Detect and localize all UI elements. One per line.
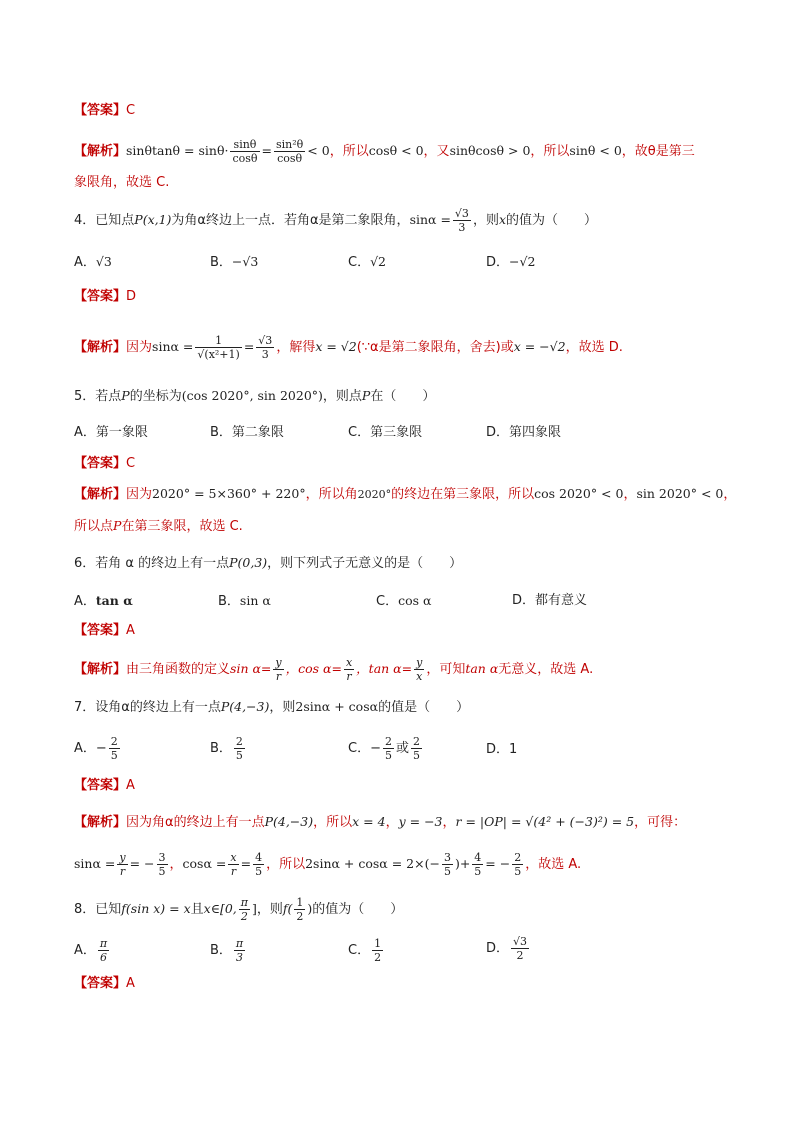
fraction [195,334,241,361]
denominator: r [230,865,237,878]
text: ，所以 [266,857,306,872]
text: 8．已知 [74,902,122,917]
option-label: A． [74,255,96,270]
math: (cos 2020°, sin 2020°) [181,388,323,403]
math: 2sinα + cosα [295,699,379,714]
answer-value: A [126,976,135,991]
denominator: 5 [158,865,166,878]
option-label: A．− [74,741,107,756]
text: 的值为（ ） [312,902,404,917]
denominator: r [275,670,282,683]
numerator: x [345,656,353,669]
fraction [383,735,394,762]
text: ，故θ是第三 [621,144,695,159]
option-label: C． [348,943,371,958]
denominator: √(x²+1) [197,348,240,361]
option-label: B． [210,255,232,270]
math: x = 4 [352,814,386,829]
q4-stem [74,207,597,234]
q5-option-a[interactable]: A．第一象限 [74,425,148,440]
q6-option-c[interactable] [376,590,431,613]
option-label: D． [486,255,510,270]
math: sinα = [74,856,116,871]
math: sin α= [230,661,272,676]
text: 无意义，故选 A. [498,662,594,677]
fraction [294,896,305,923]
q4-option-c[interactable] [348,251,386,274]
text: 在第三象限，故选 C. [121,519,243,534]
math: P(4,−3) [264,814,314,829]
q3-analysis-line2: 象限角，故选 C. [74,175,170,190]
numerator: 2 [110,735,118,748]
math: sinθtanθ = sinθ· [126,143,229,158]
numerator: 2 [413,735,420,748]
analysis-tag: 【解析】 [74,340,127,355]
numerator: 2 [384,735,392,748]
q8-stem [74,896,403,923]
q4-analysis [74,334,623,361]
text: ， [385,815,399,830]
denominator: r [346,670,352,683]
text: 为角α终边上一点．若角α是第二象限角， [171,213,410,228]
option-label: C．− [348,741,381,756]
math: P [113,518,122,533]
q8-option-b[interactable] [210,937,247,964]
q8-answer [74,974,135,994]
denominator: 5 [413,749,420,762]
answer-tag: 【答案】 [74,103,127,118]
answer-value: A [126,623,135,638]
option-value: −√3 [231,254,259,269]
math: f(sin x) = x [121,901,191,916]
fraction [344,656,354,683]
option-label: C． [348,255,371,270]
denominator: 5 [255,865,263,878]
math: )+ [454,856,471,871]
text: ，可得： [634,815,687,830]
q5-option-c[interactable]: C．第三象限 [348,425,423,440]
text: 7．设角α的终边上有一点 [74,700,221,715]
math: r = |OP| = √(4² + (−3)²) = 5 [455,814,635,829]
q4-option-d[interactable] [486,251,535,274]
answer-tag: 【答案】 [74,456,127,471]
math: = − [485,856,511,871]
denominator: 5 [384,749,392,762]
numerator: √3 [513,935,528,948]
math: tan α [465,661,499,676]
q6-answer [74,621,135,641]
text: 5．若点 [74,389,122,404]
denominator: 3 [458,221,466,234]
q8-option-a[interactable] [74,937,111,964]
math: P [121,388,130,403]
analysis-tag: 【解析】 [74,144,127,159]
option-value: √2 [370,254,386,269]
fraction [274,138,305,165]
text: 且 [190,902,204,917]
numerator: √3 [258,334,273,347]
text: ，解得 [276,340,316,355]
math: cosθ < 0 [368,143,424,158]
text: ，则 [256,902,283,917]
numerator: 3 [443,851,451,864]
text: 的终边在第三象限，所以 [391,487,535,502]
math: 2sinα + cosα = 2×(− [305,856,440,871]
math: sin 2020° < 0 [636,486,724,501]
numerator: y [119,851,126,864]
q5-option-d[interactable]: D．第四象限 [486,425,562,440]
math: P(4,−3) [220,699,270,714]
fraction [512,851,523,878]
denominator: cosθ [277,152,303,165]
denominator: 5 [235,749,243,762]
text: 因为 [126,487,153,502]
text: 因为 [126,340,153,355]
text: ，所以 [313,815,353,830]
q7-option-d[interactable]: D．1 [486,742,518,757]
denominator: r [119,865,126,878]
text: ，所以 [329,144,369,159]
q6-stem [74,553,462,574]
answer-value: C [126,456,136,471]
q6-option-d[interactable]: D．都有意义 [512,593,588,608]
text: ，故选 D. [565,340,623,355]
numerator: x [230,851,237,864]
text: ，故选 A. [525,857,582,872]
fraction [256,334,274,361]
text: ， [623,487,637,502]
math: = [261,143,272,158]
text: ，又 [423,144,450,159]
fraction [253,851,264,878]
option-label: B． [210,943,232,958]
denominator: 5 [474,865,482,878]
math: f( [282,901,293,916]
denominator: 2 [374,951,382,964]
math: cosα = [182,856,227,871]
math: x [498,212,507,227]
math: ] [251,901,257,916]
numerator: 4 [474,851,482,864]
fraction [511,935,529,962]
math: ，cos α= [285,661,342,676]
denominator: 2 [516,949,524,962]
denominator: cosθ [232,152,258,165]
fraction [453,207,471,234]
option-label: A． [74,594,96,609]
q8-option-d[interactable] [486,935,531,962]
q5-option-b[interactable]: B．第二象限 [210,425,284,440]
denominator: 3 [261,348,269,361]
numerator: sinθ [230,138,259,152]
text: (∵α是第二象限角，舍去)或 [356,340,514,355]
q7-option-c[interactable] [348,735,424,762]
text: 的坐标为 [129,389,182,404]
text: 由三角函数的定义 [126,662,231,677]
math: sinα = [409,212,451,227]
fraction [234,735,245,762]
fraction [157,851,168,878]
text: ，所以 [530,144,570,159]
math: ) [307,901,313,916]
fraction [117,851,127,878]
numerator: π [235,937,244,950]
denominator: 5 [514,865,522,878]
answer-tag: 【答案】 [74,778,127,793]
math: 2020° = 5×360° + 220° [152,486,306,501]
math: < 0 [307,143,330,158]
option-label: B． [218,594,240,609]
q3-answer [74,101,135,121]
math: P(0,3) [229,555,268,570]
numerator: 1 [195,334,241,348]
math: y = −3 [398,814,443,829]
math: = [240,856,252,871]
math: ，tan α= [356,661,413,676]
numerator: y [416,656,423,669]
numerator: 2 [235,735,243,748]
math: 2020° [357,488,392,501]
answer-tag: 【答案】 [74,289,127,304]
option-value: cos α [398,593,432,608]
answer-value: A [126,778,135,793]
q4-option-a[interactable] [74,251,112,274]
text: ，可知 [426,662,466,677]
denominator: 2 [296,910,304,923]
math: P [361,388,371,403]
denominator: 6 [100,951,108,964]
text: ，所以角 [305,487,358,502]
text: 在（ ） [370,389,436,404]
answer-value: C [126,103,136,118]
option-value: tan α [95,593,133,608]
denominator: x [416,670,423,683]
option-value: sin α [239,593,271,608]
q7-option-b[interactable] [210,735,247,762]
text: 或 [395,741,409,756]
analysis-tag: 【解析】 [74,487,127,502]
option-label: A． [74,943,96,958]
fraction [411,735,422,762]
answer-value: D [126,289,137,304]
q6-option-a[interactable] [74,590,133,613]
answer-tag: 【答案】 [74,976,127,991]
option-value: √3 [95,254,112,269]
text: ，则下列式子无意义的是（ ） [267,556,463,571]
math: sinθcosθ > 0 [449,143,531,158]
option-label: D． [486,941,510,956]
math: x = −√2 [513,339,566,354]
analysis-tag: 【解析】 [74,662,127,677]
denominator: 5 [443,865,451,878]
text: ，则点 [322,389,362,404]
q4-answer [74,287,136,307]
option-label: B． [210,741,232,756]
text: ，则 [472,213,499,228]
numerator: 3 [158,851,166,864]
text: 的值是（ ） [378,700,470,715]
fraction [109,735,120,762]
answer-tag: 【答案】 [74,623,127,638]
math: = [243,339,255,354]
denominator: 2 [240,910,248,923]
math: = − [129,856,155,871]
fraction [234,937,245,964]
numerator: 4 [255,851,263,864]
fraction [372,937,383,964]
q7-answer [74,776,135,796]
q6-analysis [74,656,593,683]
q8-option-c[interactable] [348,937,385,964]
numerator: sin²θ [276,138,304,151]
text: 6．若角 α 的终边上有一点 [74,556,230,571]
analysis-tag: 【解析】 [74,815,127,830]
q6-option-b[interactable] [218,590,271,613]
option-label: C． [376,594,399,609]
text: ， [442,815,456,830]
q5-analysis-line2 [74,516,243,537]
q5-stem [74,386,435,407]
fraction [273,656,283,683]
denominator: 5 [110,749,118,762]
q5-analysis-line1 [74,484,736,505]
math: P(x,1) [134,212,172,227]
numerator: π [99,937,108,950]
text: 的值为（ ） [506,213,598,228]
numerator: y [275,656,282,669]
text: ， [723,487,737,502]
numerator: 1 [374,937,382,950]
fraction [230,138,259,165]
q5-answer [74,454,135,474]
fraction [472,851,483,878]
math: sinθ < 0 [569,143,622,158]
text: ， [169,857,183,872]
q7-stem [74,697,469,718]
q4-option-b[interactable] [210,251,258,274]
fraction [442,851,453,878]
q3-analysis-line1 [74,138,695,165]
numerator: 2 [514,851,522,864]
math: sinα = [152,339,194,354]
q7-option-a[interactable] [74,735,122,762]
fraction [98,937,109,964]
text: ，则 [269,700,296,715]
fraction [414,656,424,683]
fraction [228,851,238,878]
numerator: √3 [454,207,469,220]
numerator: π [240,896,248,909]
text: 4．已知点 [74,213,135,228]
math: x∈[0, [203,901,237,916]
math: x = √2 [315,339,357,354]
q7-analysis-line1 [74,812,686,833]
q7-analysis-line2 [74,851,581,878]
text: 所以点 [74,519,114,534]
text: 因为角α的终边上有一点 [126,815,265,830]
option-value: −√2 [509,254,536,269]
denominator: 3 [236,951,244,964]
numerator: 1 [296,896,304,909]
math: cos 2020° < 0 [534,486,624,501]
fraction [239,896,250,923]
